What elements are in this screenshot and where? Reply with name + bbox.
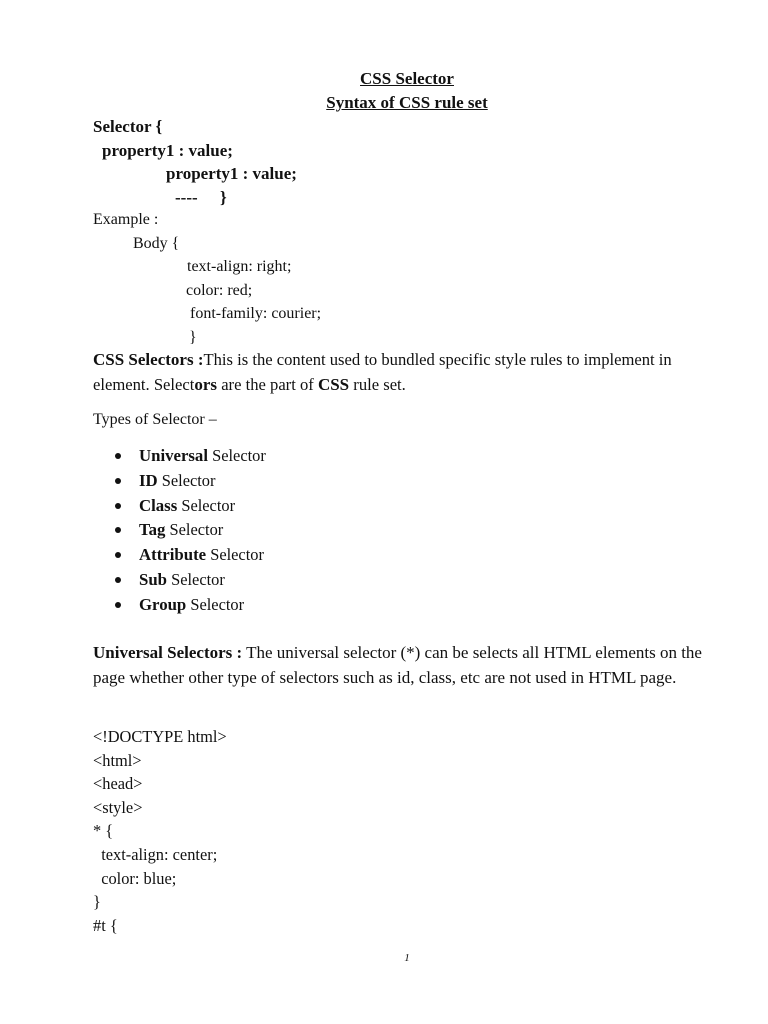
example-line: Body { <box>133 235 180 252</box>
list-item <box>112 471 266 496</box>
example-line: text-align: right; <box>187 258 292 275</box>
type-name: Tag <box>139 520 166 540</box>
bullet-icon <box>115 453 121 459</box>
bold-fragment: CSS <box>317 374 350 394</box>
list-item <box>112 520 266 545</box>
list-item <box>112 545 266 570</box>
example-line: } <box>189 329 197 346</box>
bullet-icon <box>115 577 121 583</box>
type-name: Group <box>139 594 187 614</box>
paragraph-text: are the part of <box>217 374 318 394</box>
code-line: * { <box>93 821 114 841</box>
list-item <box>112 446 266 471</box>
example-line: color: red; <box>186 282 253 299</box>
type-name: ID <box>139 470 158 490</box>
type-suffix: Selector <box>177 495 236 515</box>
bullet-icon <box>115 602 121 608</box>
universal-selectors-paragraph <box>93 641 723 690</box>
code-line: <head> <box>93 774 143 794</box>
example-line: font-family: courier; <box>190 305 322 322</box>
type-name: Class <box>139 495 178 515</box>
page-number: 1 <box>404 952 410 964</box>
universal-selectors-term: Universal Selectors : <box>93 643 243 662</box>
code-line: <style> <box>93 797 143 817</box>
code-line: color: blue; <box>93 868 177 888</box>
code-line: #t { <box>93 915 118 935</box>
type-name: Sub <box>139 569 167 589</box>
bullet-icon <box>115 478 121 484</box>
code-line: text-align: center; <box>93 844 218 864</box>
example-label: Example : <box>93 211 159 228</box>
code-line: } <box>93 892 101 912</box>
syntax-line-dashes: ---- <box>175 188 198 207</box>
syntax-line-close-brace: } <box>220 188 227 207</box>
paragraph-text: This is the content used to bundled specific style rules to implement in element. Select <box>93 350 672 394</box>
bold-fragment: ors <box>194 374 218 394</box>
type-suffix: Selector <box>167 569 225 589</box>
code-line: <html> <box>93 750 142 770</box>
bullet-icon <box>115 552 121 558</box>
selector-types-list <box>112 446 266 620</box>
list-item <box>112 595 266 620</box>
type-name: Attribute <box>139 545 207 565</box>
page-subtitle: Syntax of CSS rule set <box>326 93 488 112</box>
type-suffix: Selector <box>157 470 216 490</box>
type-suffix: Selector <box>208 446 266 465</box>
type-suffix: Selector <box>165 520 224 540</box>
syntax-line-selector: Selector { <box>93 117 163 136</box>
list-item <box>112 570 266 595</box>
syntax-line-property-2: property1 : value; <box>166 164 297 183</box>
syntax-line-property-1: property1 : value; <box>102 141 233 160</box>
bullet-icon <box>115 527 121 533</box>
code-line: <!DOCTYPE html> <box>93 727 227 746</box>
type-suffix: Selector <box>206 545 264 565</box>
css-selectors-paragraph <box>93 348 723 397</box>
code-example <box>93 725 227 937</box>
type-suffix: Selector <box>186 594 245 614</box>
type-name: Universal <box>139 446 208 465</box>
paragraph-text: rule set. <box>349 374 406 394</box>
css-selectors-term: CSS Selectors : <box>93 350 204 369</box>
types-heading: Types of Selector – <box>93 411 217 428</box>
bullet-icon <box>115 503 121 509</box>
list-item <box>112 496 266 521</box>
page-title: CSS Selector <box>360 69 454 88</box>
paragraph-text: The universal selector (*) can be selects all HTML elements on the page whether other type of selectors such as id, class, etc are not used in HTML page. <box>93 643 702 687</box>
